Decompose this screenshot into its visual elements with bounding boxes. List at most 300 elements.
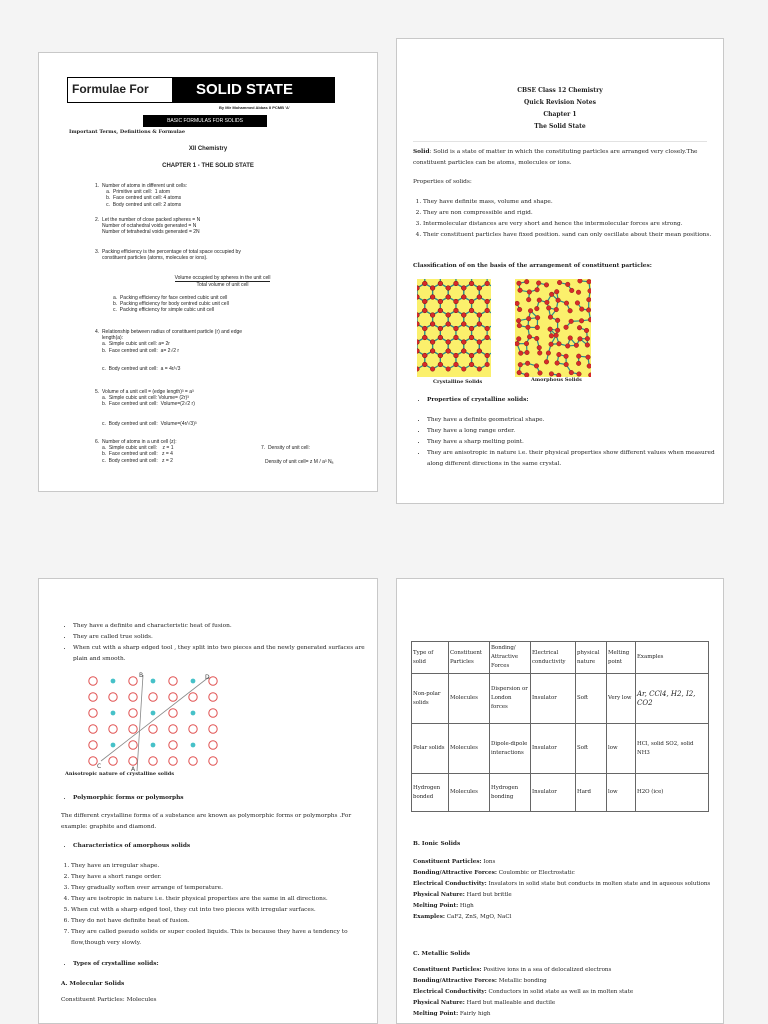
formula-item-5c: c. Body centred unit cell: Volume=(4r/√3)³ bbox=[95, 421, 197, 427]
metallic-line bbox=[413, 998, 711, 1009]
red-particle bbox=[129, 725, 137, 733]
poly-title-bullet bbox=[61, 793, 184, 804]
network-atom bbox=[517, 307, 522, 312]
lattice-atom bbox=[430, 367, 435, 372]
network-atom bbox=[527, 335, 532, 340]
network-atom bbox=[584, 328, 589, 333]
network-atom bbox=[549, 342, 554, 347]
lattice-atom bbox=[422, 308, 427, 313]
list-item: • They have a definite and characteristic heat of fusion. bbox=[73, 621, 375, 632]
red-particle bbox=[129, 693, 137, 701]
network-atom bbox=[525, 350, 530, 355]
page-solid-types bbox=[396, 578, 724, 1024]
ionic-key: Electrical Conductivity: bbox=[413, 881, 487, 887]
red-particle bbox=[169, 741, 177, 749]
lattice-atom bbox=[422, 362, 427, 367]
lattice-atom bbox=[477, 286, 482, 291]
network-atom bbox=[535, 287, 540, 292]
lattice-bond bbox=[456, 351, 472, 369]
network-atom bbox=[548, 315, 553, 320]
network-atom bbox=[576, 354, 581, 359]
network-atom bbox=[536, 281, 541, 286]
list-item: • They have a sharp melting point. bbox=[427, 437, 723, 448]
lattice-atom bbox=[461, 367, 466, 372]
network-atom bbox=[524, 341, 529, 346]
lattice-atom bbox=[477, 313, 482, 318]
header-cell: Constituent Particles bbox=[449, 642, 490, 674]
lattice-atom bbox=[446, 367, 451, 372]
network-atom bbox=[544, 283, 549, 288]
types-title-bullet bbox=[61, 959, 159, 970]
lattice-atom bbox=[454, 308, 459, 313]
lattice-atom bbox=[485, 362, 490, 367]
label-a: A bbox=[131, 766, 136, 773]
cyan-particle bbox=[111, 711, 116, 716]
line-ab bbox=[137, 675, 143, 771]
metallic-key: Constituent Particles: bbox=[413, 967, 482, 973]
ionic-key: Examples: bbox=[413, 914, 445, 920]
molecular-text: Constituent Particles: Molecules bbox=[61, 997, 157, 1003]
lattice-atom bbox=[461, 313, 466, 318]
crystalline-title-bullet bbox=[415, 395, 528, 406]
metallic-key: Physical Nature: bbox=[413, 1000, 465, 1006]
list-item: 2. They are non compressible and rigid. bbox=[423, 208, 723, 219]
network-atom bbox=[517, 323, 522, 328]
lattice-atom bbox=[469, 308, 474, 313]
types-title: • Types of crystalline solids: bbox=[73, 959, 159, 970]
table-row bbox=[412, 724, 709, 774]
red-particle bbox=[169, 677, 177, 685]
lattice-atom bbox=[469, 281, 474, 286]
network-atom bbox=[564, 354, 569, 359]
red-particle bbox=[89, 709, 97, 717]
network-atom bbox=[517, 281, 522, 286]
lattice-atom bbox=[422, 281, 427, 286]
red-particle bbox=[169, 725, 177, 733]
poly-text: The different crystalline forms of a substance are known as polymorphic forms or polymorphs .For example: graphite and diamond. bbox=[61, 813, 352, 830]
network-atom bbox=[526, 325, 531, 330]
lattice-atom bbox=[430, 313, 435, 318]
list-item: 6. They do not have definite heat of fusion. bbox=[71, 916, 375, 927]
red-particle bbox=[89, 757, 97, 765]
solid-definition bbox=[413, 147, 709, 169]
crystalline-title: • Properties of crystalline solids: bbox=[427, 395, 528, 406]
network-atom bbox=[586, 355, 591, 360]
lattice-atom bbox=[461, 295, 466, 300]
lattice-atom bbox=[438, 281, 443, 286]
formula-item-2: 2. Let the number of close packed spheres = N Number of octahedral voids generated = N Number of tetrahedral voids generated = 2N bbox=[95, 217, 201, 236]
ionic-key: Constituent Particles: bbox=[413, 859, 482, 865]
title-box bbox=[67, 77, 335, 103]
cyan-particle bbox=[151, 679, 156, 684]
lattice-atom bbox=[461, 286, 466, 291]
lattice-atom bbox=[446, 313, 451, 318]
table-cell: Non-polar solids bbox=[412, 674, 449, 724]
table-cell: HCl, solid SO2, solid NH3 bbox=[636, 724, 709, 774]
lattice-atom bbox=[454, 326, 459, 331]
classification-title: Classification of on the basis of the arrangement of constituent particles: bbox=[413, 263, 652, 269]
network-atom bbox=[556, 298, 561, 303]
network-atom bbox=[515, 301, 519, 306]
network-atom bbox=[518, 362, 523, 367]
formula-item-1: 1. Number of atoms in different unit cells: a. Primitive unit cell: 1 atom b. Face centred unit cell: 4 atoms c. Body centred unit cell: 2 atoms bbox=[95, 183, 188, 208]
network-atom bbox=[555, 328, 560, 333]
list-item: 4. They are isotropic in nature i.e. their physical properties are the same in all directions. bbox=[71, 894, 375, 905]
lattice-atom bbox=[438, 335, 443, 340]
lattice-atom bbox=[438, 308, 443, 313]
molecular-title: A. Molecular Solids bbox=[61, 981, 125, 987]
red-particle bbox=[129, 757, 137, 765]
table-cell: Very low bbox=[607, 674, 636, 724]
metallic-key: Melting Point: bbox=[413, 1011, 459, 1017]
network-atom bbox=[554, 333, 559, 338]
red-particle bbox=[169, 693, 177, 701]
list-item: • When cut with a sharp edged tool , they split into two pieces and the newly generated surfaces are plain and smooth. bbox=[73, 643, 375, 665]
lattice-atom bbox=[485, 308, 490, 313]
class-heading: XII Chemistry bbox=[188, 146, 228, 152]
lattice-atom bbox=[454, 299, 459, 304]
network-atom bbox=[545, 300, 550, 305]
red-particle bbox=[189, 725, 197, 733]
lattice-atom bbox=[461, 340, 466, 345]
lattice-atom bbox=[469, 335, 474, 340]
lattice-bond bbox=[479, 311, 491, 329]
metallic-line bbox=[413, 976, 711, 987]
list-item: • They have a definite geometrical shape. bbox=[427, 415, 723, 426]
network-atom bbox=[564, 301, 569, 306]
ionic-line bbox=[413, 901, 711, 912]
notes-head-3: Chapter 1 bbox=[543, 111, 577, 118]
network-atom bbox=[546, 351, 551, 356]
top-bullets bbox=[61, 621, 375, 665]
page-formulae bbox=[38, 52, 378, 492]
network-atom bbox=[516, 337, 521, 342]
network-atom bbox=[564, 325, 569, 330]
network-atom bbox=[516, 318, 521, 323]
line-cd bbox=[101, 677, 209, 761]
diagram-caption: Anisotropic nature of crystalline solids bbox=[65, 771, 175, 777]
metallic-value: Metallic bonding bbox=[496, 978, 547, 984]
network-atom bbox=[528, 308, 533, 313]
lattice-atom bbox=[461, 349, 466, 354]
red-particle bbox=[209, 741, 217, 749]
cyan-particle bbox=[191, 711, 196, 716]
network-atom bbox=[564, 362, 569, 367]
properties-list bbox=[413, 197, 723, 241]
lattice-atom bbox=[430, 322, 435, 327]
ionic-title: B. Ionic Solids bbox=[413, 841, 461, 847]
banner: BASIC FORMULAS FOR SOLIDS bbox=[143, 115, 267, 127]
network-atom bbox=[517, 370, 522, 375]
amorphous-solid-image bbox=[515, 279, 591, 377]
ionic-line bbox=[413, 868, 711, 879]
ionic-value: Ions bbox=[481, 859, 496, 865]
network-atom bbox=[535, 325, 540, 330]
table-cell: Soft bbox=[576, 674, 607, 724]
network-atom bbox=[587, 279, 591, 284]
metallic-line bbox=[413, 1009, 711, 1020]
network-atom bbox=[524, 279, 529, 284]
lattice-atom bbox=[485, 335, 490, 340]
lattice-atom bbox=[485, 326, 490, 331]
lattice-atom bbox=[477, 295, 482, 300]
network-atom bbox=[549, 292, 554, 297]
network-atom bbox=[575, 301, 580, 306]
network-atom bbox=[565, 282, 570, 287]
red-particle bbox=[89, 741, 97, 749]
red-particle bbox=[129, 741, 137, 749]
lattice-bond bbox=[425, 351, 441, 369]
table-cell: low bbox=[607, 774, 636, 812]
list-item: 3. They gradually soften over arrange of temperature. bbox=[71, 883, 375, 894]
lattice-atom bbox=[477, 340, 482, 345]
red-particle bbox=[169, 709, 177, 717]
formula-item-4: 4. Relationship between radius of constituent particle (r) and edge length(a): a. Simple cubic unit cell: a= 2r b. Face centred unit cell: a= 2√2 r bbox=[95, 329, 243, 354]
formula-item-6: 6. Number of atoms in a unit cell (z): a. Simple cubic unit cell: z = 1 b. Face centred unit cell: z = 4 c. Body centred unit cell: z = 2 bbox=[95, 439, 177, 464]
list-item: 1. They have an irregular shape. bbox=[71, 861, 375, 872]
anisotropy-diagram bbox=[83, 671, 223, 773]
lattice-atom bbox=[430, 340, 435, 345]
crystalline-props-list bbox=[415, 415, 723, 470]
crystalline-solid-image bbox=[417, 279, 491, 377]
red-particle bbox=[149, 725, 157, 733]
list-item: 5. When cut with a sharp edged tool, they cut into two pieces with irregular surfaces. bbox=[71, 905, 375, 916]
page-crystalline-continued bbox=[38, 578, 378, 1024]
red-particle bbox=[89, 725, 97, 733]
table-cell: Dipole-dipole interactions bbox=[490, 724, 531, 774]
red-particle bbox=[169, 757, 177, 765]
network-atom bbox=[586, 308, 591, 313]
header-cell: physical nature bbox=[576, 642, 607, 674]
network-atom bbox=[565, 344, 570, 349]
lattice-atom bbox=[485, 353, 490, 358]
red-particle bbox=[149, 693, 157, 701]
lattice-bond bbox=[440, 351, 456, 369]
amorphous-label: Amorphous Solids bbox=[531, 377, 582, 383]
network-atom bbox=[569, 288, 574, 293]
ionic-line bbox=[413, 912, 711, 923]
network-atom bbox=[534, 336, 539, 341]
formula-item-7: 7. Density of unit cell: bbox=[261, 445, 310, 451]
ionic-key: Melting Point: bbox=[413, 903, 459, 909]
list-item: 1. They have definite mass, volume and shape. bbox=[423, 197, 723, 208]
lattice-bond bbox=[479, 338, 491, 356]
list-item: • They are anisotropic in nature i.e. their physical properties show different values when measured along different directions in the same crystal. bbox=[427, 448, 723, 470]
formula-item-4c: c. Body centred unit cell: a = 4r/√3 bbox=[95, 366, 181, 372]
cyan-particle bbox=[111, 743, 116, 748]
chapter-heading: CHAPTER 1 - THE SOLID STATE bbox=[162, 163, 254, 169]
network-atom bbox=[515, 341, 519, 346]
red-particle bbox=[129, 677, 137, 685]
network-atom bbox=[568, 308, 573, 313]
network-atom bbox=[544, 360, 549, 365]
network-atom bbox=[569, 319, 574, 324]
cyan-particle bbox=[151, 743, 156, 748]
formula-item-3: 3. Packing efficiency is the percentage of total space occupied by constituent particles (atoms, molecules or ions). bbox=[95, 249, 241, 262]
cyan-particle bbox=[111, 679, 116, 684]
red-particle bbox=[109, 757, 117, 765]
page-revision-notes bbox=[396, 38, 724, 504]
red-particle bbox=[209, 757, 217, 765]
table-header-row bbox=[412, 642, 709, 674]
ionic-line bbox=[413, 890, 711, 901]
crystalline-lattice-svg bbox=[417, 279, 491, 377]
table-cell: Polar solids bbox=[412, 724, 449, 774]
crystalline-label: Crystalline Solids bbox=[433, 379, 483, 385]
network-atom bbox=[585, 343, 590, 348]
properties-title: Properties of solids: bbox=[413, 179, 472, 185]
lattice-atom bbox=[469, 326, 474, 331]
header-cell: Type of solid bbox=[412, 642, 449, 674]
amor-title-bullet bbox=[61, 841, 190, 852]
ionic-key: Bonding/Attractive Forces: bbox=[413, 870, 497, 876]
metallic-value: Hard but malleable and ductile bbox=[464, 1000, 556, 1006]
metallic-key: Electrical Conductivity: bbox=[413, 989, 487, 995]
divider bbox=[413, 141, 707, 142]
cyan-particle bbox=[191, 679, 196, 684]
network-atom bbox=[518, 288, 523, 293]
list-item: 2. They have a short range order. bbox=[71, 872, 375, 883]
table-row bbox=[412, 674, 709, 724]
network-atom bbox=[557, 341, 562, 346]
network-atom bbox=[555, 318, 560, 323]
lattice-atom bbox=[469, 362, 474, 367]
network-atom bbox=[534, 364, 539, 369]
red-particle bbox=[209, 693, 217, 701]
label-d: D bbox=[205, 674, 210, 681]
lattice-atom bbox=[454, 362, 459, 367]
network-atom bbox=[527, 290, 532, 295]
metallic-key: Bonding/Attractive Forces: bbox=[413, 978, 497, 984]
list-item: • They have a long range order. bbox=[427, 426, 723, 437]
list-item: 7. They are called pseudo solids or super cooled liquids. This is because they have a tendency to flow,though very slowly. bbox=[71, 927, 375, 949]
lattice-atom bbox=[438, 326, 443, 331]
lattice-atom bbox=[438, 353, 443, 358]
amor-title: • Characteristics of amorphous solids bbox=[73, 841, 190, 852]
formula-item-3-parts: a. Packing efficiency for face centred cubic unit cell b. Packing efficiency for body centred cubic unit cell c. Packing efficiency for simple cubic unit cell bbox=[113, 295, 229, 314]
network-atom bbox=[549, 334, 554, 339]
list-item: 3. Intermolecular distances are very short and hence the intermolecular forces are strong. bbox=[423, 219, 723, 230]
network-atom bbox=[554, 289, 559, 294]
metallic-details bbox=[413, 965, 711, 1020]
network-atom bbox=[579, 307, 584, 312]
table-cell: Molecules bbox=[449, 724, 490, 774]
lattice-atom bbox=[430, 349, 435, 354]
network-atom bbox=[576, 361, 581, 366]
network-atom bbox=[557, 352, 562, 357]
network-atom bbox=[524, 373, 529, 377]
red-particle bbox=[129, 709, 137, 717]
lattice-atom bbox=[446, 295, 451, 300]
lattice-atom bbox=[438, 362, 443, 367]
density-formula: Density of unit cell= z M / a³ Nₐ bbox=[265, 459, 334, 465]
network-atom bbox=[546, 306, 551, 311]
table-cell: Ar, CCl4, H2, I2, CO2 bbox=[636, 674, 709, 724]
network-atom bbox=[554, 307, 559, 312]
fraction-denominator: Total volume of unit cell bbox=[196, 282, 249, 289]
lattice-atom bbox=[422, 353, 427, 358]
lattice-atom bbox=[454, 281, 459, 286]
solid-label: Solid bbox=[413, 149, 430, 155]
metallic-value: Positive ions in a sea of delocalized electrons bbox=[481, 967, 612, 973]
network-atom bbox=[535, 306, 540, 311]
lattice-atom bbox=[469, 299, 474, 304]
lattice-bond bbox=[472, 351, 488, 369]
header-cell: Bonding/ Attractive Forces bbox=[490, 642, 531, 674]
table-cell: Dispersion or London forces bbox=[490, 674, 531, 724]
table-cell: Insulator bbox=[531, 674, 576, 724]
solid-types-table bbox=[411, 641, 709, 812]
ionic-line bbox=[413, 857, 711, 868]
network-atom bbox=[526, 316, 531, 321]
lattice-atom bbox=[477, 322, 482, 327]
header-cell: Electrical conductivity bbox=[531, 642, 576, 674]
network-atom bbox=[577, 325, 582, 330]
lattice-atom bbox=[477, 367, 482, 372]
table-cell: Hard bbox=[576, 774, 607, 812]
ionic-key: Physical Nature: bbox=[413, 892, 465, 898]
red-particle bbox=[209, 725, 217, 733]
amorphous-props-list bbox=[61, 861, 375, 949]
lattice-atom bbox=[446, 286, 451, 291]
network-atom bbox=[526, 297, 531, 302]
lattice-atom bbox=[485, 281, 490, 286]
header-cell: Melting point bbox=[607, 642, 636, 674]
network-atom bbox=[579, 319, 584, 324]
network-atom bbox=[578, 337, 583, 342]
ionic-details bbox=[413, 857, 711, 923]
network-atom bbox=[537, 298, 542, 303]
lattice-atom bbox=[454, 335, 459, 340]
notes-head-2: Quick Revision Notes bbox=[524, 99, 596, 106]
lattice-atom bbox=[430, 286, 435, 291]
metallic-title: C. Metallic Solids bbox=[413, 951, 471, 957]
red-particle bbox=[189, 693, 197, 701]
formula-item-5: 5. Volume of a unit cell = (edge length)³ = a³ a. Simple cubic unit cell: Volume= (2r)³ b. Face centred unit cell: Volume=(2√2 r) bbox=[95, 389, 195, 408]
network-atom bbox=[574, 343, 579, 348]
lattice-atom bbox=[422, 299, 427, 304]
table-cell: Soft bbox=[576, 724, 607, 774]
table-row bbox=[412, 774, 709, 812]
ionic-value: Insulators in solid state but conducts in molten state and in aqueous solutions bbox=[486, 881, 711, 887]
lattice-atom bbox=[477, 349, 482, 354]
title-left: Formulae For bbox=[72, 82, 149, 96]
important-heading: Important Terms, Definitions & Formulae bbox=[69, 129, 186, 135]
network-atom bbox=[587, 297, 591, 302]
lattice-atom bbox=[438, 299, 443, 304]
table-cell: Molecules bbox=[449, 674, 490, 724]
label-b: B bbox=[139, 672, 144, 679]
ionic-value: Hard but brittle bbox=[464, 892, 512, 898]
lattice-atom bbox=[446, 340, 451, 345]
label-c: C bbox=[97, 763, 102, 770]
byline: By Mir Mohammed Abbas II PCMB 'A' bbox=[219, 105, 290, 110]
title-right: SOLID STATE bbox=[172, 78, 334, 102]
metallic-value: Fairly high bbox=[458, 1011, 491, 1017]
ionic-value: High bbox=[458, 903, 474, 909]
network-atom bbox=[525, 361, 530, 366]
red-particle bbox=[89, 693, 97, 701]
table-cell: H2O (ice) bbox=[636, 774, 709, 812]
metallic-value: Conductors in solid state as well as in molten state bbox=[486, 989, 634, 995]
network-atom bbox=[588, 289, 591, 294]
list-item: 4. Their constituent particles have fixed position. sand can only oscillate about their mean positions. bbox=[423, 230, 723, 241]
ionic-value: CaF2, ZnS, MgO, NaCl bbox=[444, 914, 512, 920]
lattice-atom bbox=[422, 326, 427, 331]
table-cell: low bbox=[607, 724, 636, 774]
network-atom bbox=[588, 373, 591, 377]
table-cell: Molecules bbox=[449, 774, 490, 812]
